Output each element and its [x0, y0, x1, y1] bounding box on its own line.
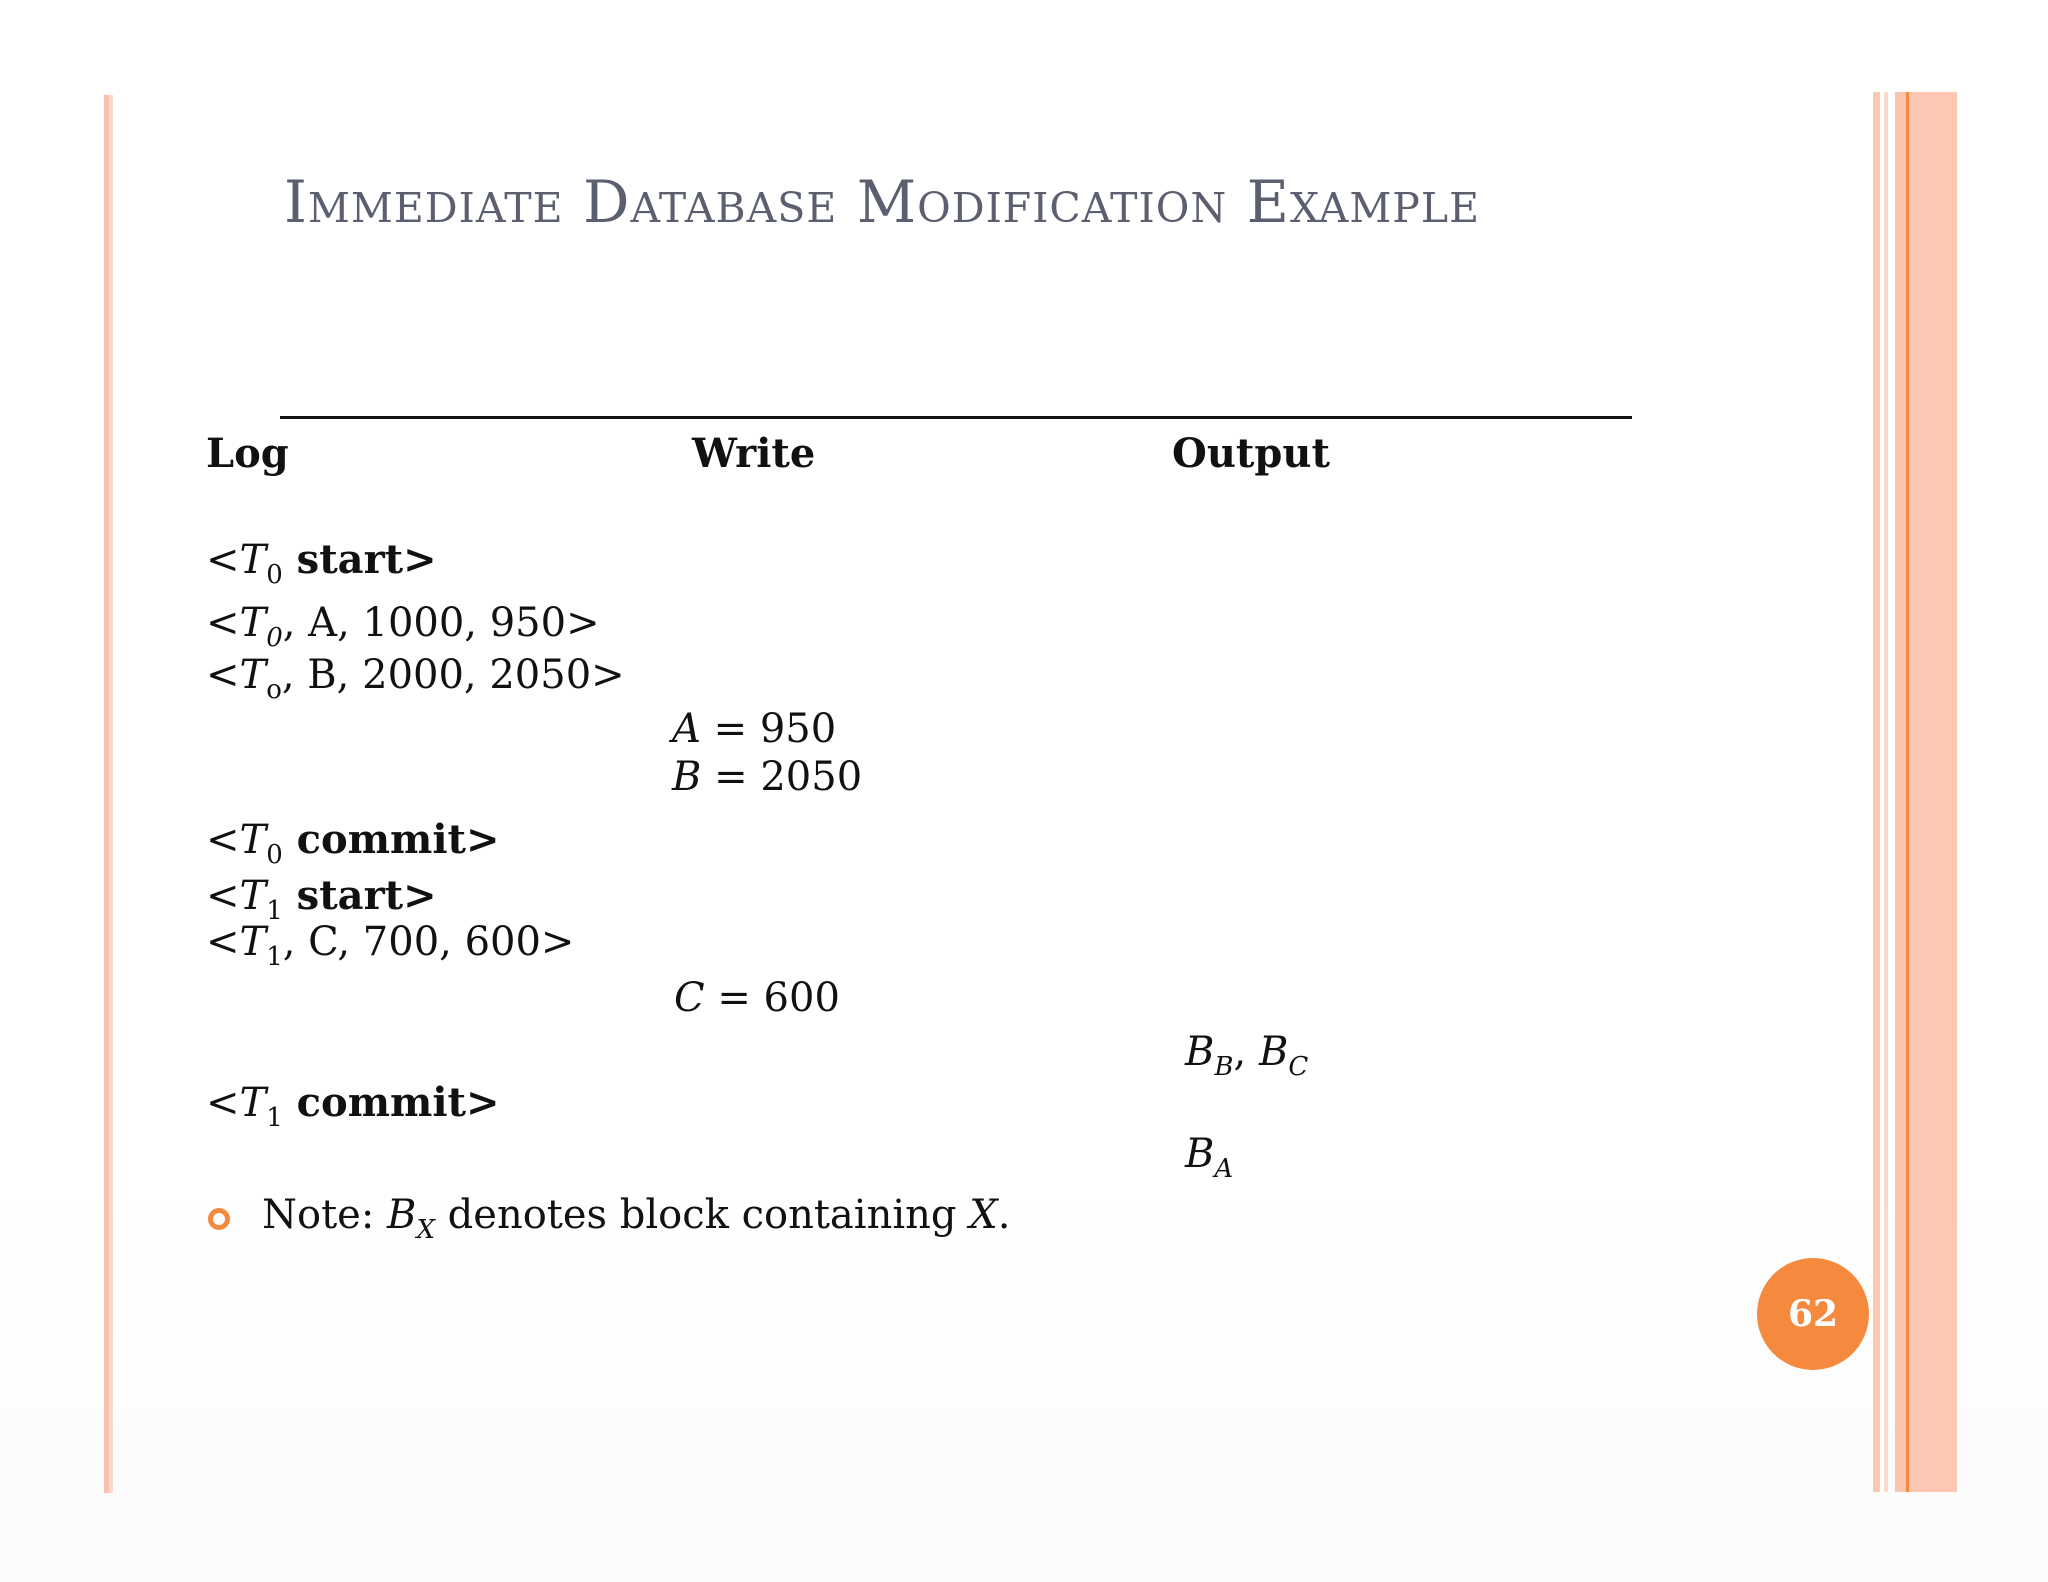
table-top-rule	[280, 416, 1632, 419]
page-number-badge: 62	[1757, 1258, 1869, 1370]
write-entry: B = 2050	[672, 754, 863, 800]
output-entry: $B_B$, $B_C$	[1185, 1029, 1309, 1082]
background-fade	[0, 1180, 2048, 1582]
right-decor-bar	[1884, 92, 1888, 1492]
log-entry: $<T_1$ start>	[206, 872, 437, 926]
log-entry: $<T_o$, B, 2000, 2050>	[206, 652, 625, 705]
header-output: Output	[1172, 430, 1330, 477]
header-log: Log	[206, 430, 289, 477]
right-decor-bar	[1873, 92, 1880, 1492]
write-entry: C = 600	[674, 975, 840, 1021]
right-decor-bar	[1895, 92, 1906, 1492]
log-entry: $<T_0$ commit>	[206, 816, 500, 870]
bullet-icon	[208, 1208, 230, 1230]
header-write: Write	[692, 430, 816, 477]
log-entry: $<T_1$ commit>	[206, 1079, 500, 1133]
log-entry: $<T_1$, C, 700, 600>	[206, 919, 575, 972]
log-entry: $<T_0$, A, 1000, 950>	[206, 600, 600, 653]
left-decor-bar-inner	[109, 95, 113, 1493]
output-entry: $B_A$	[1185, 1131, 1234, 1184]
right-decor-bar	[1909, 92, 1957, 1492]
note-text: Note: $B_X$ denotes block containing X.	[262, 1192, 1011, 1245]
log-entry: $<T_0$ start>	[206, 536, 437, 590]
write-entry: A = 950	[672, 706, 837, 752]
slide-title: Immediate Database Modification Example	[284, 168, 1481, 236]
